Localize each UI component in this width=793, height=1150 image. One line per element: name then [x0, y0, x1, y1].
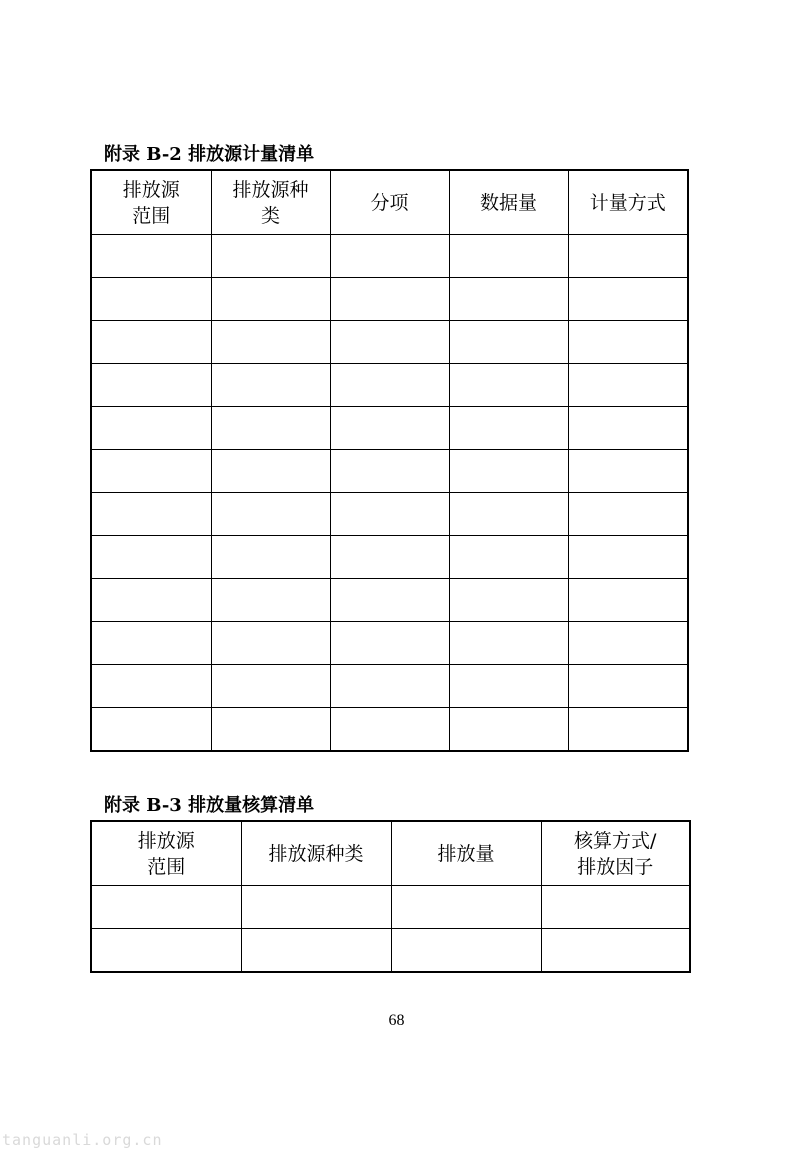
column-header — [330, 170, 449, 235]
table-cell — [91, 407, 211, 450]
column-header-text: 范围 — [132, 204, 171, 227]
table-cell — [330, 278, 449, 321]
table-cell — [449, 579, 568, 622]
table-cell — [568, 708, 688, 752]
table-cell — [91, 665, 211, 708]
table-cell — [211, 493, 330, 536]
column-header — [241, 821, 391, 886]
table-cell — [330, 708, 449, 752]
table-row — [91, 407, 688, 450]
table-b2-caption: 附录 B-2 排放源计量清单 — [104, 144, 315, 165]
column-header — [91, 821, 241, 886]
table-header-row — [91, 170, 688, 235]
column-header-text: 数据量 — [479, 191, 537, 214]
table-cell — [568, 493, 688, 536]
table-row — [91, 278, 688, 321]
table-cell — [568, 278, 688, 321]
table-cell — [449, 364, 568, 407]
table-cell — [211, 321, 330, 364]
table-cell — [211, 536, 330, 579]
table-cell — [91, 708, 211, 752]
table-cell — [568, 450, 688, 493]
column-header-text: 类 — [260, 204, 280, 227]
table-cell — [568, 579, 688, 622]
column-header — [211, 170, 330, 235]
column-header-text: 计量方式 — [589, 191, 666, 214]
table-cell — [91, 929, 241, 973]
table-row — [91, 536, 688, 579]
column-header — [541, 821, 690, 886]
table-cell — [91, 321, 211, 364]
site-watermark: tanguanli.org.cn — [2, 1131, 163, 1149]
table-cell — [91, 364, 211, 407]
table-cell — [568, 622, 688, 665]
table-cell — [449, 407, 568, 450]
table-row — [91, 364, 688, 407]
table-row — [91, 665, 688, 708]
table-cell — [330, 665, 449, 708]
table-row — [91, 450, 688, 493]
column-header-text: 范围 — [147, 855, 186, 878]
table-cell — [449, 665, 568, 708]
table-cell — [330, 321, 449, 364]
table-cell — [568, 407, 688, 450]
table-cell — [449, 493, 568, 536]
table-cell — [568, 364, 688, 407]
table-row — [91, 886, 690, 929]
table-cell — [449, 622, 568, 665]
table-cell — [91, 278, 211, 321]
table-cell — [330, 493, 449, 536]
table-cell — [449, 708, 568, 752]
column-header-text: 排放源种类 — [268, 842, 364, 865]
table-cell — [211, 364, 330, 407]
table-cell — [91, 622, 211, 665]
column-header — [449, 170, 568, 235]
table-cell — [91, 579, 211, 622]
table-cell — [91, 493, 211, 536]
table-cell — [211, 665, 330, 708]
column-header-text: 排放量 — [437, 842, 495, 865]
table-cell — [449, 321, 568, 364]
table-cell — [211, 450, 330, 493]
column-header-text: 分项 — [370, 191, 409, 214]
column-header-text: 排放源 — [122, 178, 180, 201]
table-row — [91, 579, 688, 622]
table-cell — [391, 886, 541, 929]
column-header-text: 排放源种 — [232, 178, 309, 201]
page-number: 68 — [388, 1012, 405, 1029]
table-cell — [568, 321, 688, 364]
table-cell — [211, 708, 330, 752]
table-cell — [330, 235, 449, 278]
table-cell — [330, 364, 449, 407]
table-cell — [241, 886, 391, 929]
emission-accounting-table — [90, 820, 691, 973]
column-header-text: 排放因子 — [577, 855, 654, 878]
table-cell — [449, 450, 568, 493]
table-cell — [91, 235, 211, 278]
table-cell — [568, 665, 688, 708]
table-cell — [211, 622, 330, 665]
column-header — [568, 170, 688, 235]
table-row — [91, 622, 688, 665]
table-cell — [568, 235, 688, 278]
table-cell — [330, 536, 449, 579]
column-header — [91, 170, 211, 235]
table-cell — [449, 235, 568, 278]
table-cell — [330, 407, 449, 450]
column-header — [391, 821, 541, 886]
table-cell — [91, 536, 211, 579]
table-cell — [330, 622, 449, 665]
table-row — [91, 929, 690, 973]
table-cell — [449, 278, 568, 321]
table-cell — [541, 886, 690, 929]
table-b3-caption: 附录 B-3 排放量核算清单 — [104, 795, 315, 816]
table-cell — [91, 450, 211, 493]
table-row — [91, 321, 688, 364]
table-cell — [541, 929, 690, 973]
table-row — [91, 708, 688, 752]
table-cell — [211, 407, 330, 450]
table-header-row — [91, 821, 690, 886]
table-cell — [330, 450, 449, 493]
table-cell — [211, 579, 330, 622]
column-header-text: 核算方式/ — [574, 829, 657, 852]
table-cell — [211, 278, 330, 321]
table-cell — [330, 579, 449, 622]
table-row — [91, 235, 688, 278]
table-cell — [568, 536, 688, 579]
column-header-text: 排放源 — [137, 829, 195, 852]
table-cell — [211, 235, 330, 278]
table-cell — [91, 886, 241, 929]
table-cell — [391, 929, 541, 973]
emission-source-metering-table — [90, 169, 689, 752]
table-cell — [449, 536, 568, 579]
table-row — [91, 493, 688, 536]
table-cell — [241, 929, 391, 973]
